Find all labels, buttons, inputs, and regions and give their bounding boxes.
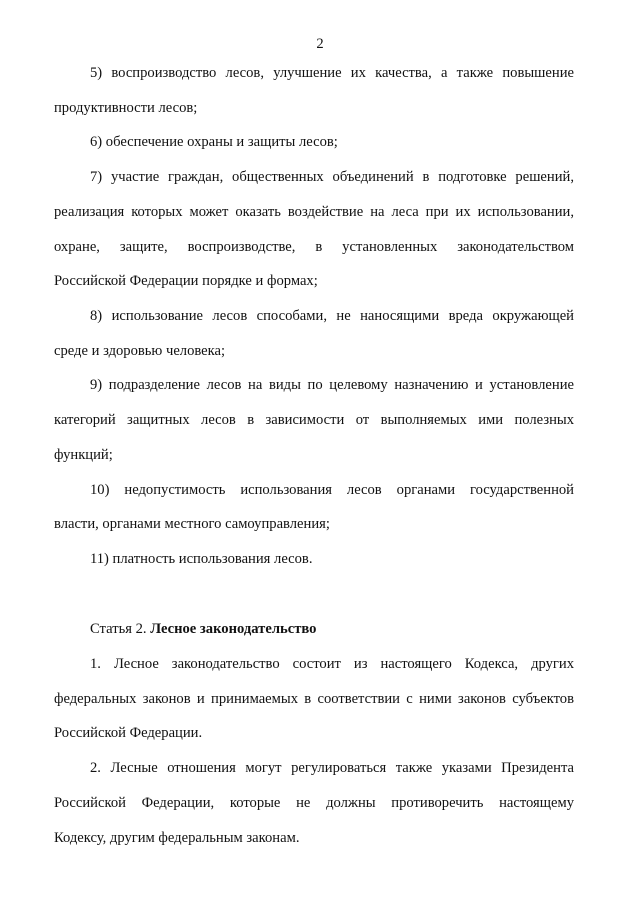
text-line: Российской Федерации порядке и формах; bbox=[54, 273, 318, 289]
article-heading bbox=[90, 620, 574, 638]
text-line: среде и здоровью человека; bbox=[54, 343, 226, 359]
text-line: категорий защитных лесов в зависимости от выполняемых ими полезных bbox=[54, 412, 574, 428]
page-number: 2 bbox=[316, 36, 324, 52]
text-line: 11) платность использования лесов. bbox=[90, 551, 313, 567]
text-line: 10) недопустимость использования лесов органами государственной bbox=[90, 482, 574, 498]
text-line: 2. Лесные отношения могут регулироваться также указами Президента bbox=[90, 760, 574, 776]
text-line: Российской Федерации, которые не должны противоречить настоящему bbox=[54, 795, 574, 811]
text-line: Кодексу, другим федеральным законам. bbox=[54, 830, 300, 846]
text-line: федеральных законов и принимаемых в соответствии с ними законов субъектов bbox=[54, 691, 574, 707]
text-line: 8) использование лесов способами, не наносящими вреда окружающей bbox=[90, 308, 574, 324]
article-prefix: Статья 2. bbox=[90, 621, 151, 637]
text-line: 5) воспроизводство лесов, улучшение их качества, а также повышение bbox=[90, 65, 574, 81]
text-line: 6) обеспечение охраны и защиты лесов; bbox=[90, 134, 338, 150]
text-line: власти, органами местного самоуправления; bbox=[54, 516, 330, 532]
text-line: 1. Лесное законодательство состоит из настоящего Кодекса, других bbox=[90, 656, 574, 672]
text-line: функций; bbox=[54, 447, 113, 463]
article-title: Лесное законодательство bbox=[150, 621, 317, 637]
text-line: 7) участие граждан, общественных объединений в подготовке решений, bbox=[90, 169, 574, 185]
text-line: охране, защите, воспроизводстве, в установленных законодательством bbox=[54, 239, 574, 255]
text-line: Российской Федерации. bbox=[54, 725, 203, 741]
text-line: продуктивности лесов; bbox=[54, 100, 198, 116]
text-line: 9) подразделение лесов на виды по целевому назначению и установление bbox=[90, 377, 574, 393]
text-line: реализация которых может оказать воздействие на леса при их использовании, bbox=[54, 204, 574, 220]
